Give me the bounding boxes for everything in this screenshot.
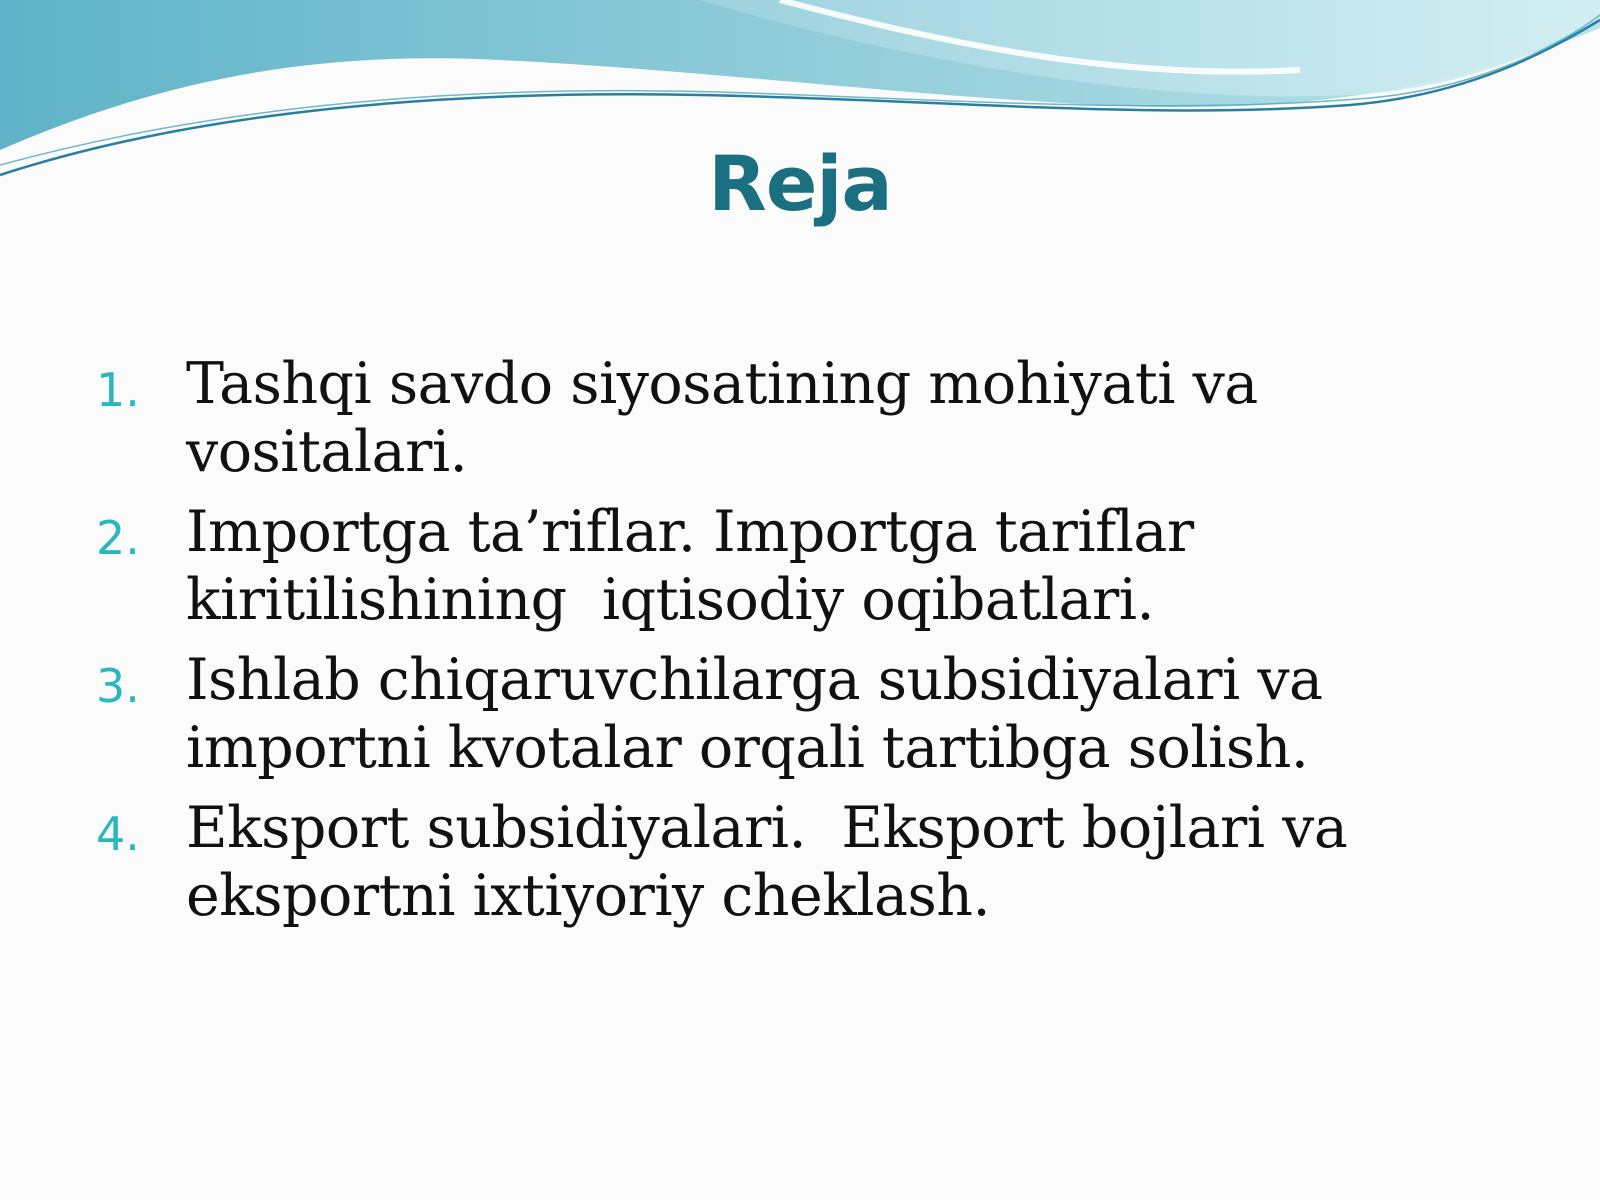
list-item [96,794,1365,930]
list-item [96,498,1356,634]
item-text: Ishlab chiqaruvchilarga subsidiyalari va importni kvotalar orqali tartibga solish. [186,647,1341,781]
item-text: Importga ta’riflar. Importga tariflar kiritilishining iqtisodiy oqibatlari. [186,499,1212,633]
list-item [96,646,1356,782]
slide-title: Reja [708,139,892,228]
list-item [96,350,1356,486]
item-text: Eksport subsidiyalari. Eksport bojlari va eksportni ixtiyoriy cheklash. [186,795,1365,929]
item-number: 3. [96,659,140,713]
item-number: 2. [96,511,140,565]
plan-list [96,350,1365,942]
item-text: Tashqi savdo siyosatining mohiyati va vositalari. [186,351,1276,485]
item-number: 1. [96,363,140,417]
item-number: 4. [96,807,140,861]
